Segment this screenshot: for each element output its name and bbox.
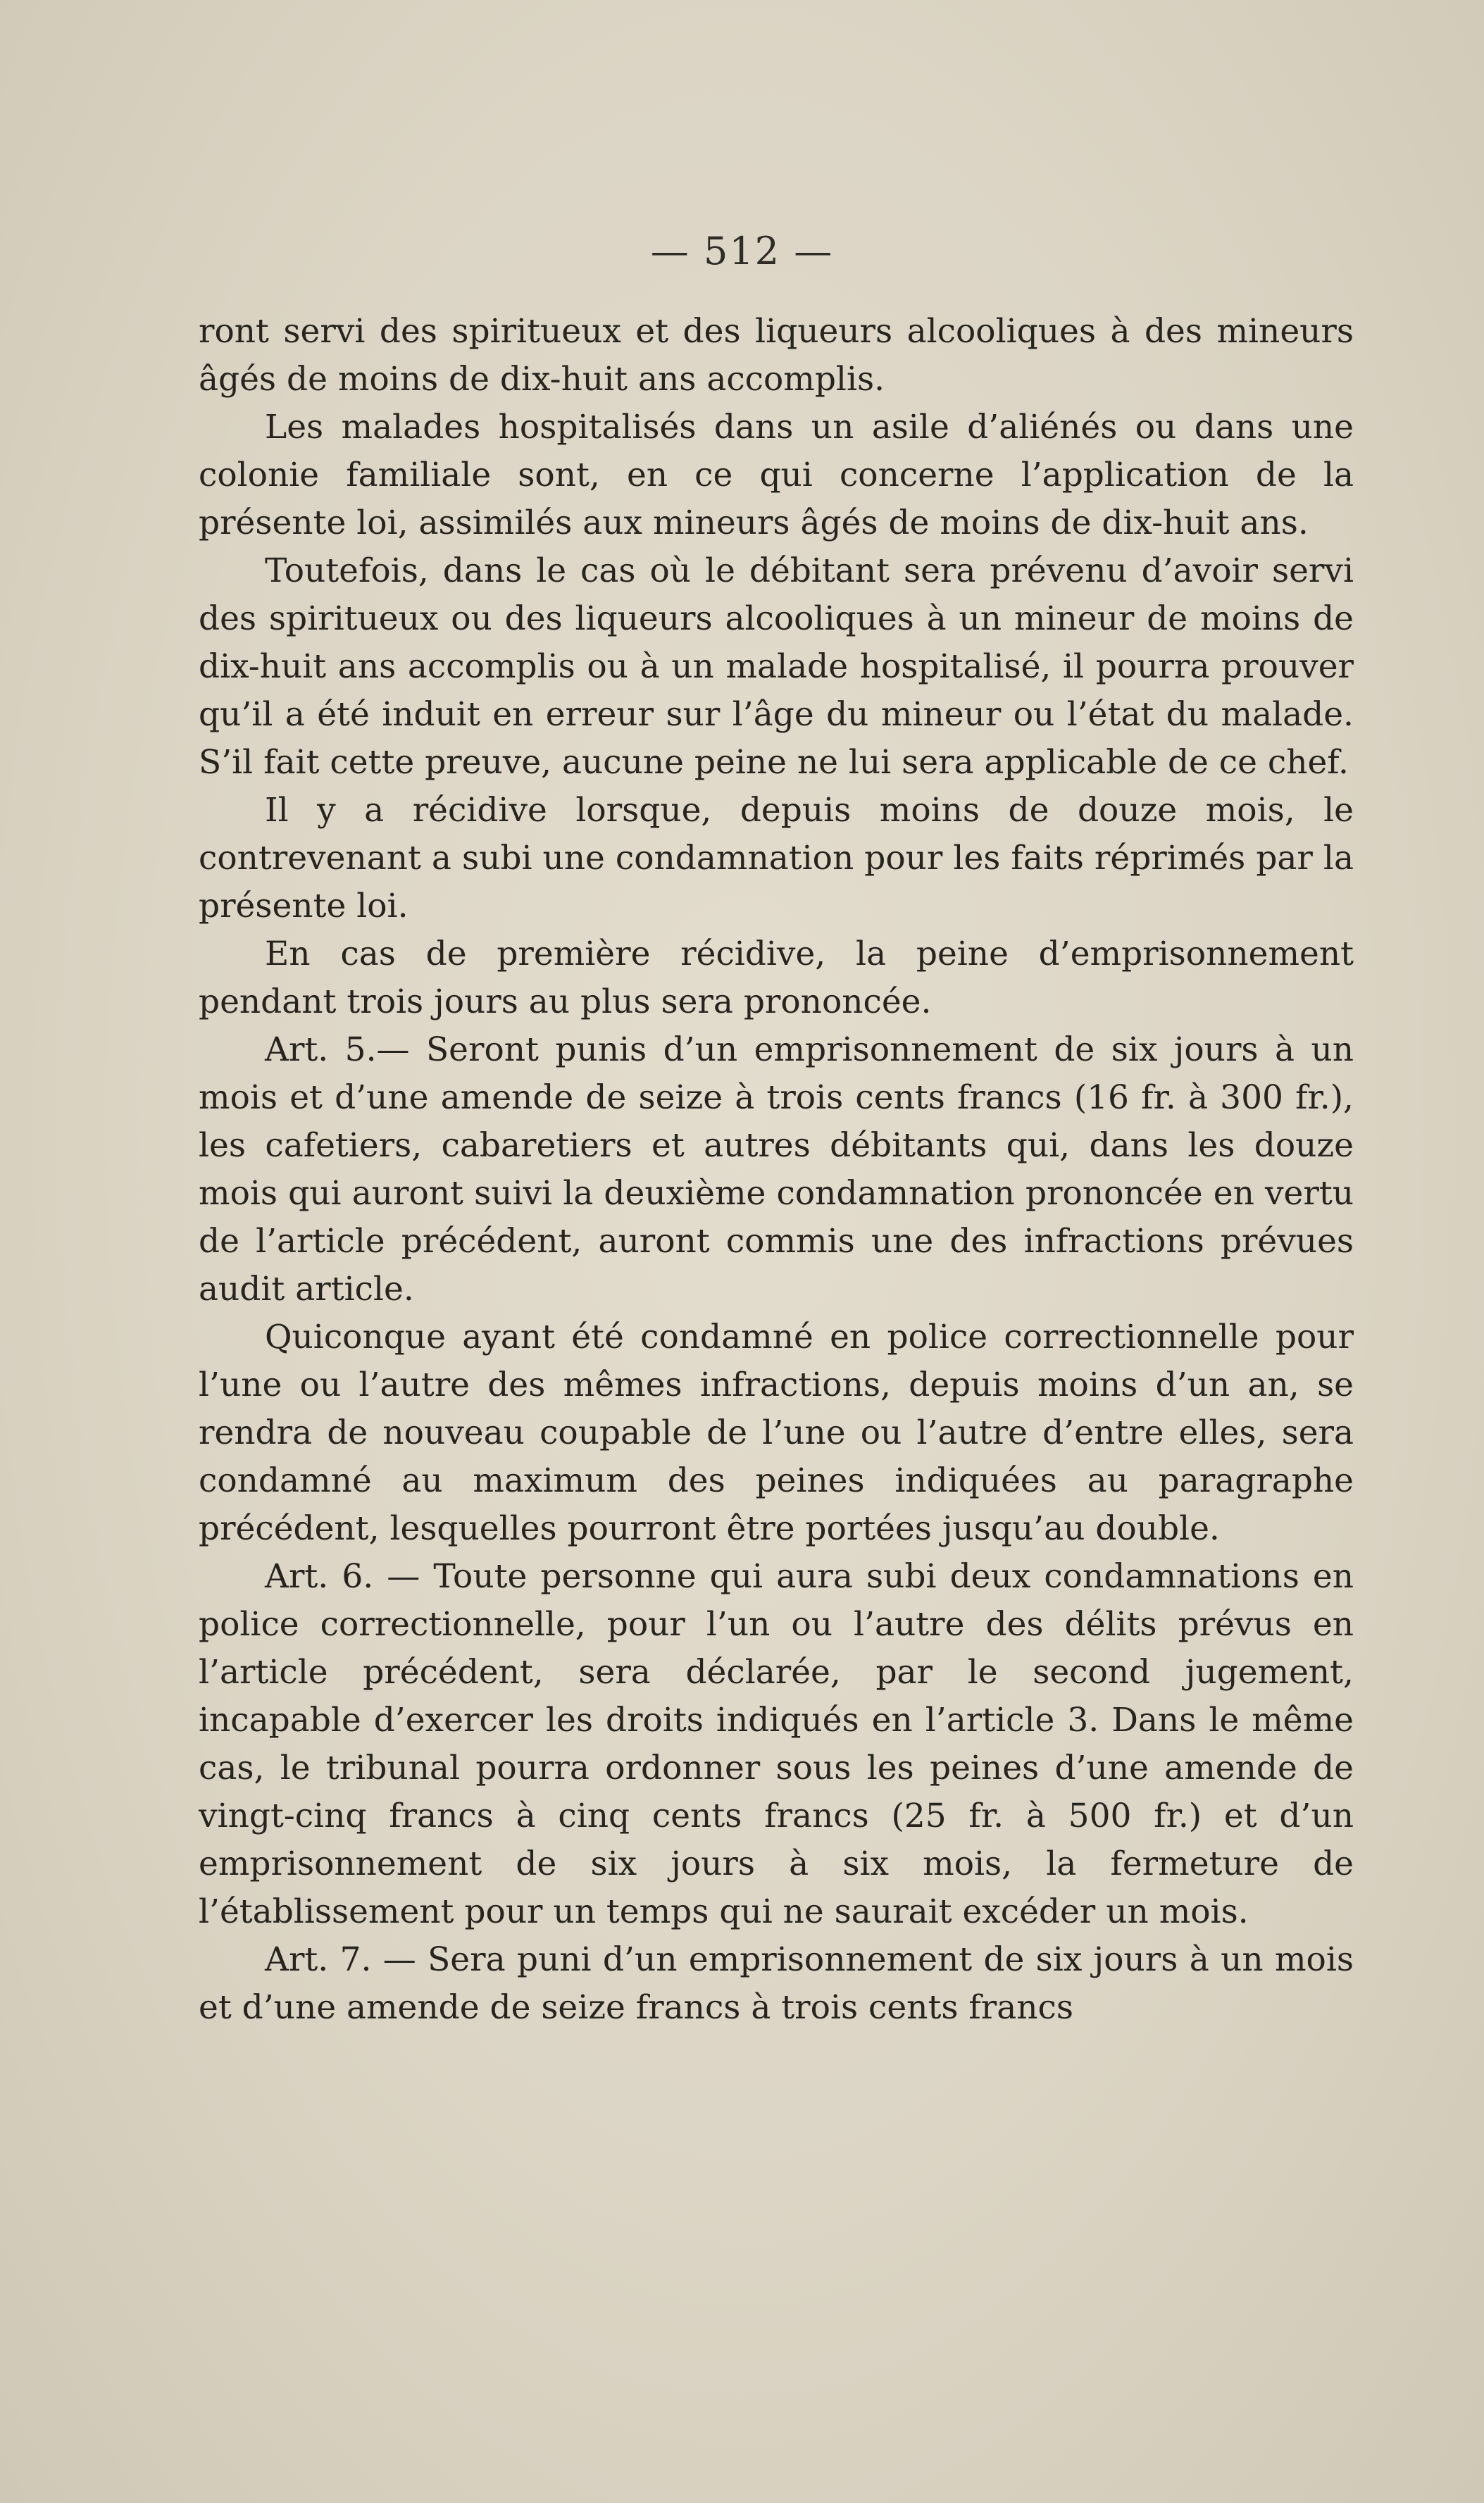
paragraph-article-6: Art. 6. — Toute personne qui aura subi deux condamnations en police correctionnelle, pour l’un ou l’autre des délits prévus en l’article précédent, sera déclarée, par le second jugement, incapable d’exercer les droits indiqués en l’article 3. Dans le même cas, le tribunal pourra ordonner sous les peines d’une amende de vingt-cinq francs à cinq cents francs (25 fr. à 500 fr.) et d’un emprisonnement de six jours à six mois, la fermeture de l’établissement pour un temps qui ne saurait excéder un mois. <box>199 1557 1354 1931</box>
paragraph-premiere-recidive: En cas de première récidive, la peine d’emprisonnement pendant trois jours au plus sera prononcée. <box>199 935 1354 1021</box>
paragraph-toutefois: Toutefois, dans le cas où le débitant sera prévenu d’avoir servi des spiritueux ou des liqueurs alcooliques à un mineur de moins de dix-huit ans accomplis ou à un malade hospitalisé, il pourra prouver qu’il a été induit en erreur sur l’âge du mineur ou l’état du malade. S’il fait cette preuve, aucune peine ne lui sera applicable de ce chef. <box>199 551 1354 782</box>
paragraph-malades: Les malades hospitalisés dans un asile d’aliénés ou dans une colonie familiale sont, en ce qui concerne l’application de la présente loi, assimilés aux mineurs âgés de moins de dix-huit ans. <box>199 408 1354 542</box>
paragraph-article-7: Art. 7. — Sera puni d’un emprisonnement de six jours à un mois et d’une amende de seize francs à trois cents francs <box>199 1940 1354 2027</box>
body-text <box>199 308 1354 2032</box>
paragraph-continuation: ront servi des spiritueux et des liqueurs alcooliques à des mineurs âgés de moins de dix-huit ans accomplis. <box>199 312 1354 399</box>
paragraph-recidive: Il y a récidive lorsque, depuis moins de douze mois, le contrevenant a subi une condamnation pour les faits réprimés par la présente loi. <box>199 791 1354 925</box>
paragraph-quiconque: Quiconque ayant été condamné en police correctionnelle pour l’une ou l’autre des mêmes infractions, depuis moins d’un an, se rendra de nouveau coupable de l’une ou l’autre d’entre elles, sera condamné au maximum des peines indiquées au paragraphe précédent, lesquelles pourront être portées jusqu’au double. <box>199 1318 1354 1548</box>
page-number: — 512 — <box>650 229 834 273</box>
paragraph-article-5: Art. 5.— Seront punis d’un emprisonnement de six jours à un mois et d’une amende de seize à trois cents francs (16 fr. à 300 fr.), les cafetiers, cabaretiers et autres débitants qui, dans les douze mois qui auront suivi la deuxième condamnation prononcée en vertu de l’article précédent, auront commis une des infractions prévues audit article. <box>199 1030 1354 1309</box>
